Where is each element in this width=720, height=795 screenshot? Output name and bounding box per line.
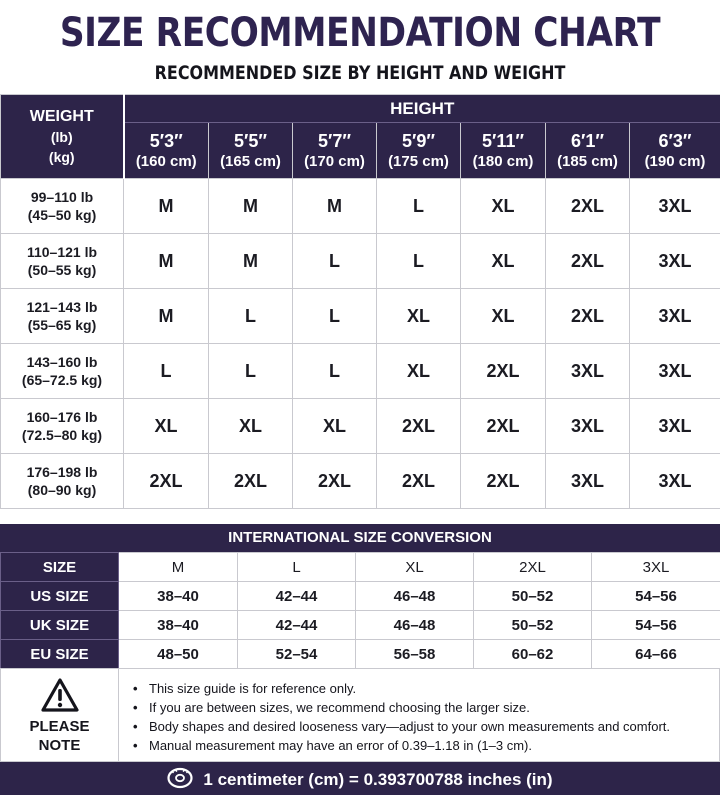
height-ft: 6′1″ (571, 130, 604, 151)
size-cell: 2XL (546, 289, 630, 344)
size-table-body (1, 179, 720, 509)
conversion-value: 52–54 (238, 640, 356, 669)
size-cell: 3XL (630, 399, 720, 454)
conversion-table-body (1, 553, 720, 669)
size-cell: XL (124, 399, 209, 454)
note-item: • This size guide is for reference only. (131, 679, 670, 698)
size-cell: 3XL (630, 234, 720, 289)
height-ft: 6′3″ (658, 130, 692, 151)
size-cell: 3XL (546, 454, 630, 509)
height-column-1 (209, 123, 293, 179)
note-box (0, 668, 720, 762)
size-cell: 2XL (461, 454, 546, 509)
weight-lb: 121–143 lb (26, 299, 98, 315)
size-cell: M (209, 179, 293, 234)
footer-bar (0, 762, 720, 795)
conversion-value: 50–52 (474, 611, 592, 640)
conversion-header-row (1, 553, 720, 582)
size-cell: XL (209, 399, 293, 454)
size-cell: L (293, 344, 377, 399)
weight-header-kg: (kg) (48, 148, 75, 165)
size-recommendation-table (0, 94, 720, 509)
table-row (1, 344, 720, 399)
note-item: • Manual measurement may have an error of 0.39–1.18 in (1–3 cm). (131, 736, 670, 755)
conversion-row (1, 582, 720, 611)
warning-triangle-icon (41, 678, 79, 712)
size-cell: XL (293, 399, 377, 454)
note-side (1, 669, 119, 761)
conversion-value: 38–40 (119, 582, 238, 611)
table-row (1, 289, 720, 344)
weight-kg: (72.5–80 kg) (21, 427, 103, 443)
height-column-5 (546, 123, 630, 179)
conversion-value: 46–48 (356, 582, 474, 611)
size-cell: XL (461, 234, 546, 289)
height-ft: 5′9″ (402, 130, 435, 151)
conversion-value: 42–44 (238, 611, 356, 640)
weight-kg: (45–50 kg) (27, 207, 97, 223)
height-column-4 (461, 123, 546, 179)
conversion-row (1, 611, 720, 640)
size-cell: L (293, 289, 377, 344)
table-row (1, 454, 720, 509)
weight-range-label (1, 344, 124, 399)
weight-kg: (50–55 kg) (27, 262, 97, 278)
size-cell: XL (377, 344, 461, 399)
size-cell: 3XL (546, 399, 630, 454)
weight-lb: 110–121 lb (26, 244, 98, 260)
conversion-formula: 1 centimeter (cm) = 0.393700788 inches (in) (203, 770, 553, 789)
size-cell: 2XL (377, 454, 461, 509)
title-block (0, 0, 720, 94)
weight-kg: (55–65 kg) (27, 317, 97, 333)
size-cell: M (124, 234, 209, 289)
size-cell: 2XL (461, 399, 546, 454)
weight-kg: (80–90 kg) (27, 482, 97, 498)
conversion-value: 54–56 (592, 611, 720, 640)
conversion-value: 56–58 (356, 640, 474, 669)
weight-header (1, 95, 124, 179)
note-label-line2: NOTE (38, 737, 81, 754)
weight-lb: 176–198 lb (26, 464, 98, 480)
weight-lb: 143–160 lb (26, 354, 98, 370)
size-cell: L (377, 234, 461, 289)
size-cell: M (124, 179, 209, 234)
height-cm: (185 cm) (557, 152, 618, 170)
height-column-2 (293, 123, 377, 179)
conversion-value: 50–52 (474, 582, 592, 611)
table-row (1, 179, 720, 234)
weight-header-lb: (lb) (50, 128, 73, 145)
height-cm: (190 cm) (644, 152, 706, 170)
size-cell: XL (377, 289, 461, 344)
height-ft: 5′3″ (149, 130, 183, 151)
conversion-row-label: EU SIZE (1, 640, 119, 669)
conversion-size-header: 2XL (474, 553, 592, 582)
height-column-6 (630, 123, 720, 179)
size-cell: 3XL (630, 344, 720, 399)
size-cell: 3XL (546, 344, 630, 399)
table-row (1, 399, 720, 454)
conversion-row-label: UK SIZE (1, 611, 119, 640)
height-cm: (170 cm) (304, 152, 365, 170)
weight-range-label (1, 454, 124, 509)
height-cm: (175 cm) (388, 152, 449, 170)
size-cell: 2XL (546, 179, 630, 234)
height-ft: 5′11″ (482, 130, 524, 151)
size-cell: XL (461, 289, 546, 344)
weight-range-label (1, 179, 124, 234)
size-cell: L (124, 344, 209, 399)
conversion-size-header: 3XL (592, 553, 720, 582)
height-column-3 (377, 123, 461, 179)
size-cell: XL (461, 179, 546, 234)
conversion-row-label: US SIZE (1, 582, 119, 611)
size-cell: 2XL (377, 399, 461, 454)
page-title: SIZE RECOMMENDATION CHART (59, 10, 661, 56)
weight-lb: 160–176 lb (26, 409, 98, 425)
page-subtitle: RECOMMENDED SIZE BY HEIGHT AND WEIGHT (154, 62, 566, 84)
height-ft: 5′7″ (318, 130, 351, 151)
conversion-size-header: XL (356, 553, 474, 582)
weight-range-label (1, 234, 124, 289)
weight-lb: 99–110 lb (30, 189, 94, 205)
note-item: • If you are between sizes, we recommend choosing the larger size. (131, 698, 670, 717)
conversion-size-header: M (119, 553, 238, 582)
size-cell: 2XL (461, 344, 546, 399)
weight-header-label: WEIGHT (29, 107, 94, 125)
size-cell: L (209, 289, 293, 344)
height-column-0 (124, 123, 209, 179)
conversion-value: 60–62 (474, 640, 592, 669)
size-cell: M (124, 289, 209, 344)
conversion-size-header: L (238, 553, 356, 582)
size-cell: M (293, 179, 377, 234)
conversion-value: 48–50 (119, 640, 238, 669)
size-cell: 2XL (124, 454, 209, 509)
table-row (1, 234, 720, 289)
height-cm: (165 cm) (220, 152, 281, 170)
height-header: HEIGHT (124, 95, 720, 123)
note-item: • Body shapes and desired looseness vary—adjust to your own measurements and comfort. (131, 717, 670, 736)
footer-content (0, 767, 720, 792)
measuring-tape-icon (167, 767, 193, 789)
conversion-title: INTERNATIONAL SIZE CONVERSION (0, 524, 720, 552)
weight-range-label (1, 289, 124, 344)
note-list (131, 679, 670, 755)
conversion-header-label: SIZE (1, 553, 119, 582)
conversion-value: 54–56 (592, 582, 720, 611)
size-cell: 2XL (209, 454, 293, 509)
weight-range-label (1, 399, 124, 454)
conversion-value: 42–44 (238, 582, 356, 611)
conversion-value: 38–40 (119, 611, 238, 640)
size-cell: 3XL (630, 179, 720, 234)
conversion-value: 64–66 (592, 640, 720, 669)
height-cm: (180 cm) (472, 152, 534, 170)
size-cell: 2XL (293, 454, 377, 509)
size-cell: L (209, 344, 293, 399)
size-cell: L (293, 234, 377, 289)
note-label-line1: PLEASE (29, 718, 90, 735)
size-cell: 2XL (546, 234, 630, 289)
size-cell: M (209, 234, 293, 289)
conversion-value: 46–48 (356, 611, 474, 640)
note-label (1, 717, 118, 755)
size-cell: L (377, 179, 461, 234)
height-cm: (160 cm) (135, 152, 197, 170)
weight-kg: (65–72.5 kg) (21, 372, 103, 388)
size-cell: 3XL (630, 289, 720, 344)
conversion-row (1, 640, 720, 669)
size-conversion-table (0, 552, 720, 669)
height-ft: 5′5″ (234, 130, 267, 151)
size-cell: 3XL (630, 454, 720, 509)
